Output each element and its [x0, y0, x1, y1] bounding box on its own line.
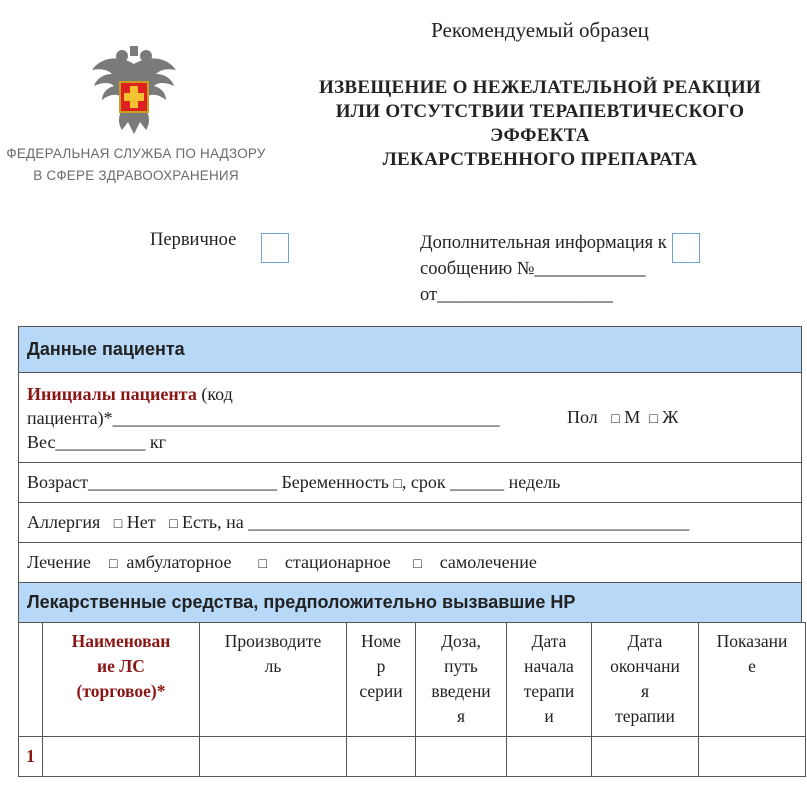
allergy-no-checkbox[interactable]: □: [113, 517, 123, 532]
allergy-yes-field[interactable]: Есть, на _________________________________________________: [182, 512, 690, 532]
row-number-header: [19, 623, 43, 737]
col-end-date: [592, 623, 699, 737]
col-end-line: Дата: [627, 631, 663, 651]
col-drug-name: [43, 623, 200, 737]
col-drug-name-line: ие ЛС: [97, 656, 145, 676]
form-title-line: ИЛИ ОТСУТСТВИИ ТЕРАПЕВТИЧЕСКОГО: [335, 101, 745, 122]
col-indication: [699, 623, 806, 737]
col-drug-name-line: (торговое)*: [76, 681, 166, 701]
recommended-form-label: Рекомендуемый образец: [431, 18, 649, 42]
allergy-yes-checkbox[interactable]: □: [169, 517, 178, 532]
form-title-line: ЭФФЕКТА: [490, 125, 590, 146]
col-start-line: начала: [524, 656, 574, 676]
col-end-line: я: [640, 681, 650, 701]
col-batch-line: р: [376, 656, 386, 676]
age-pregnancy-row: [19, 463, 802, 503]
drugs-table: [18, 622, 806, 777]
treatment-inpatient-label: стационарное: [284, 552, 391, 572]
col-start-line: Дата: [531, 631, 567, 651]
patient-initials-row: [19, 373, 802, 463]
additional-info-block: [420, 230, 667, 308]
patient-initials-suffix: (код: [196, 383, 233, 404]
treatment-self-checkbox[interactable]: □: [413, 557, 422, 572]
treatment-outpatient-checkbox[interactable]: □: [108, 557, 118, 572]
message-number-field[interactable]: сообщению №____________: [420, 259, 646, 279]
dose-route-cell[interactable]: [416, 737, 507, 777]
drugs-section-header: Лекарственные средства, предположительно вызвавшие НР: [19, 583, 802, 623]
form-title-line: ЛЕКАРСТВЕННОГО ПРЕПАРАТА: [382, 149, 698, 170]
pregnancy-term-field[interactable]: , срок ______ недель: [401, 472, 561, 492]
end-date-cell[interactable]: [592, 737, 699, 777]
primary-report-checkbox[interactable]: [261, 233, 289, 263]
pregnancy-checkbox[interactable]: □: [393, 477, 402, 492]
col-indication-line: Показани: [716, 631, 788, 651]
col-dose-line: я: [456, 706, 466, 726]
agency-name-line-2: В СФЕРЕ ЗДРАВООХРАНЕНИЯ: [33, 168, 239, 183]
agency-name-line-1: ФЕДЕРАЛЬНАЯ СЛУЖБА ПО НАДЗОРУ: [6, 146, 266, 161]
col-dose-line: введени: [431, 681, 491, 701]
allergy-label: Аллергия: [27, 512, 101, 532]
patient-initials-label: Инициалы пациента: [27, 383, 197, 404]
sex-selector: [567, 407, 678, 428]
allergy-no-label: Нет: [126, 512, 156, 532]
message-date-field[interactable]: от___________________: [420, 285, 613, 305]
sex-label: Пол: [567, 407, 598, 427]
age-field[interactable]: Возраст_____________________: [27, 472, 277, 492]
patient-code-field[interactable]: пациента)*___________________________________________: [27, 407, 500, 428]
col-end-line: окончани: [610, 656, 680, 676]
col-start-line: и: [544, 706, 554, 726]
col-batch-line: серии: [359, 681, 403, 701]
col-manufacturer-line: Производите: [224, 631, 322, 651]
sex-m-label: М: [624, 407, 641, 427]
manufacturer-cell[interactable]: [200, 737, 347, 777]
form-title-line: ИЗВЕЩЕНИЕ О НЕЖЕЛАТЕЛЬНОЙ РЕАКЦИИ: [319, 77, 761, 98]
treatment-inpatient-checkbox[interactable]: □: [258, 557, 267, 572]
col-dose-line: Доза,: [441, 631, 481, 651]
form-title: [280, 76, 800, 172]
col-end-line: терапии: [615, 706, 675, 726]
start-date-cell[interactable]: [507, 737, 592, 777]
roszdravnadzor-emblem-icon: [88, 44, 180, 138]
row-number: 1: [19, 737, 43, 777]
additional-info-checkbox[interactable]: [672, 233, 700, 263]
col-indication-line: е: [748, 656, 756, 676]
col-manufacturer-line: ль: [264, 656, 282, 676]
treatment-self-label: самолечение: [439, 552, 537, 572]
sex-m-checkbox[interactable]: □: [611, 412, 620, 427]
col-start-date: [507, 623, 592, 737]
allergy-row: [19, 503, 802, 543]
weight-field[interactable]: Вес__________ кг: [27, 431, 167, 452]
drug-name-cell[interactable]: [43, 737, 200, 777]
col-drug-name-line: Наименован: [71, 631, 171, 651]
indication-cell[interactable]: [699, 737, 806, 777]
sex-f-label: Ж: [662, 407, 679, 427]
treatment-outpatient-label: амбулаторное: [126, 552, 232, 572]
sex-f-checkbox[interactable]: □: [649, 412, 658, 427]
treatment-row: [19, 543, 802, 583]
col-dose-route: [416, 623, 507, 737]
batch-number-cell[interactable]: [347, 737, 416, 777]
col-dose-line: путь: [444, 656, 478, 676]
col-batch-line: Номе: [361, 631, 401, 651]
col-start-line: терапи: [523, 681, 575, 701]
col-batch-number: [347, 623, 416, 737]
pregnancy-label: Беременность: [281, 472, 389, 492]
col-manufacturer: [200, 623, 347, 737]
primary-report-label: Первичное: [150, 230, 237, 250]
treatment-label: Лечение: [27, 552, 91, 572]
patient-section-header: Данные пациента: [19, 327, 802, 373]
patient-data-table: [18, 326, 802, 623]
additional-info-label: Дополнительная информация к: [420, 233, 667, 253]
